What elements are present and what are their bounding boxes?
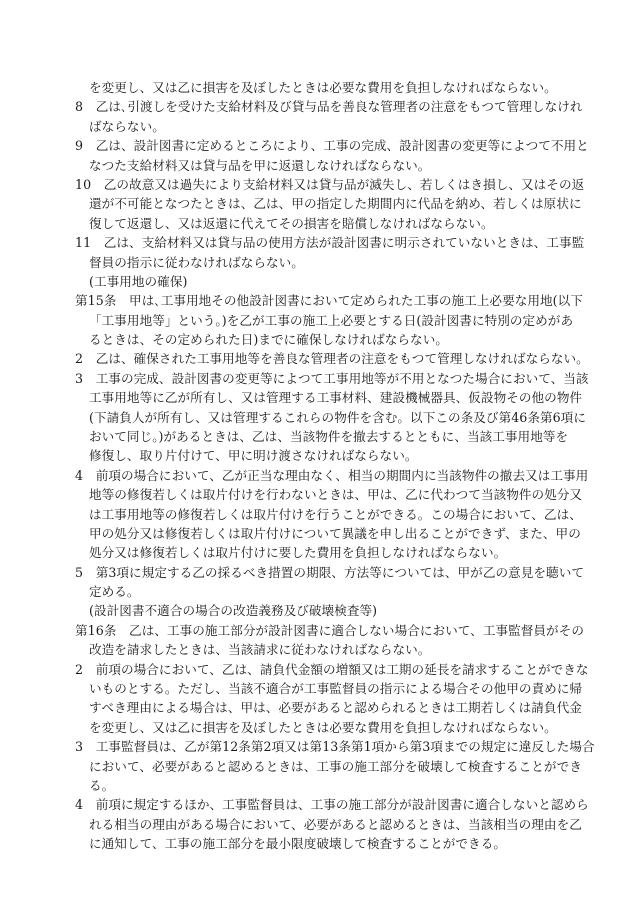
text-line: 4 前項の場合において、乙が正当な理由なく、相当の期間内に当該物件の撤去又は工事用	[75, 467, 589, 483]
section-heading: (設計図書不適合の場合の改造義務及び破壊検査等)	[89, 603, 378, 619]
text-line: に通知して、工事の施工部分を最小限度破壊して検査することができる。	[89, 836, 506, 851]
text-line: 2 乙は、確保された工事用地等を善良な管理者の注意をもつて管理しなければならない。	[75, 351, 589, 367]
article-line: 第16条 乙は、工事の施工部分が設計図書に適合しない場合において、工事監督員がその	[75, 622, 584, 638]
text-line: 11 乙は、支給材料又は貸与品の使用方法が設計図書に明示されていないときは、工事監	[75, 235, 585, 251]
text-line: 還が不可能となつたときは、乙は、甲の指定した期間内に代品を納め、若しくは原状に	[89, 196, 582, 212]
text-line: 3 工事の完成、設計図書の変更等によつて工事用地等が不用となつた場合において、当該	[75, 370, 589, 386]
text-line: 9 乙は、設計図書に定めるところにより、工事の完成、設計図書の変更等によつて不用と	[75, 138, 589, 154]
text-line: は工事用地等の修復若しくは取片付けを行うことができる。この場合において、乙は、	[89, 506, 582, 522]
text-line: 8 乙は､引渡しを受けた支給材料及び貸与品を善良な管理者の注意をもつて管理しなけれ	[75, 99, 583, 115]
text-line: なつた支給材料又は貸与品を甲に返還しなければならない。	[89, 157, 431, 173]
article-line: 第15条 甲は､工事用地その他設計図書において定められた工事の施工上必要な用地(以下	[75, 293, 583, 309]
text-line: 10 乙の故意又は過失により支給材料又は貸与品が滅失し、若しくはき損し、又はその返	[75, 176, 585, 192]
text-line: 工事用地等に乙が所有し、又は管理する工事材料、建設機械器具、仮設物その他の物件	[89, 390, 583, 406]
text-line: 5 第3項に規定する乙の採るべき措置の期限、方法等については、甲が乙の意見を聴いて	[75, 564, 584, 580]
text-line: 3 工事監督員は、乙が第12条第2項又は第13条第1項から第3項までの規定に違反した場合	[75, 739, 595, 755]
text-line: 復して返還し、又は返還に代えてその損害を賠償しなければならない。	[89, 215, 494, 231]
text-line: いものとする。ただし、当該不適合が工事監督員の指示による場合その他甲の責めに帰	[89, 680, 583, 696]
text-line: 修復し、取り片付けて、甲に明け渡さなければならない。	[89, 448, 418, 464]
text-line: を変更し、又は乙に損害を及ぼしたときは必要な費用を負担しなければならない。	[89, 719, 557, 735]
text-line: 定める。	[89, 584, 140, 599]
text-line: 4 前項に規定するほか、工事監督員は、工事の施工部分が設計図書に適合しないと認めら	[75, 797, 589, 813]
text-line: (下請負人が所有し、又は管理するこれらの物件を含む。以下この条及び第46条第6項に	[89, 409, 586, 425]
text-line: において、必要があると認めるときは、工事の施工部分を破壊して検査することができ	[89, 758, 582, 774]
text-line: を変更し、又は乙に損害を及ぼしたときは必要な費用を負担しなければならない。	[89, 80, 557, 95]
text-line: 地等の修復若しくは取片付けを行わないときは、甲は、乙に代わつて当該物件の処分又	[89, 487, 583, 503]
text-line: 改造を請求したときは、当該請求に従わなければならない。	[89, 642, 431, 658]
text-line: すべき理由による場合は、甲は、必要があると認められるときは工期若しくは請負代金	[89, 700, 582, 716]
text-line: 督員の指示に従わなければならない。	[89, 254, 304, 270]
section-heading: (工事用地の確保)	[89, 273, 188, 289]
text-line: おいて同じ。)があるときは、乙は、当該物件を撤去するとともに、当該工事用地等を	[89, 428, 569, 444]
text-line: れる相当の理由がある場合において、必要があると認めるときは、当該相当の理由を乙	[89, 816, 582, 832]
text-line: 処分又は修復若しくは取片付けに要した費用を負担しなければならない。	[89, 545, 507, 561]
text-line: 2 前項の場合において、乙は、請負代金額の増額又は工期の延長を請求することができな	[75, 661, 589, 677]
text-line: ばならない。	[89, 118, 165, 134]
text-line: る。	[89, 777, 115, 793]
text-line: 甲の処分又は修復若しくは取片付けについて異議を申し出ることができず、また、甲の	[89, 525, 581, 541]
text-line: 「工事用地等」という。)を乙が工事の施工上必要とする日(設計図書に特別の定めがあ	[89, 312, 574, 328]
text-line: るときは、その定められた日)までに確保しなければならない。	[89, 332, 448, 347]
